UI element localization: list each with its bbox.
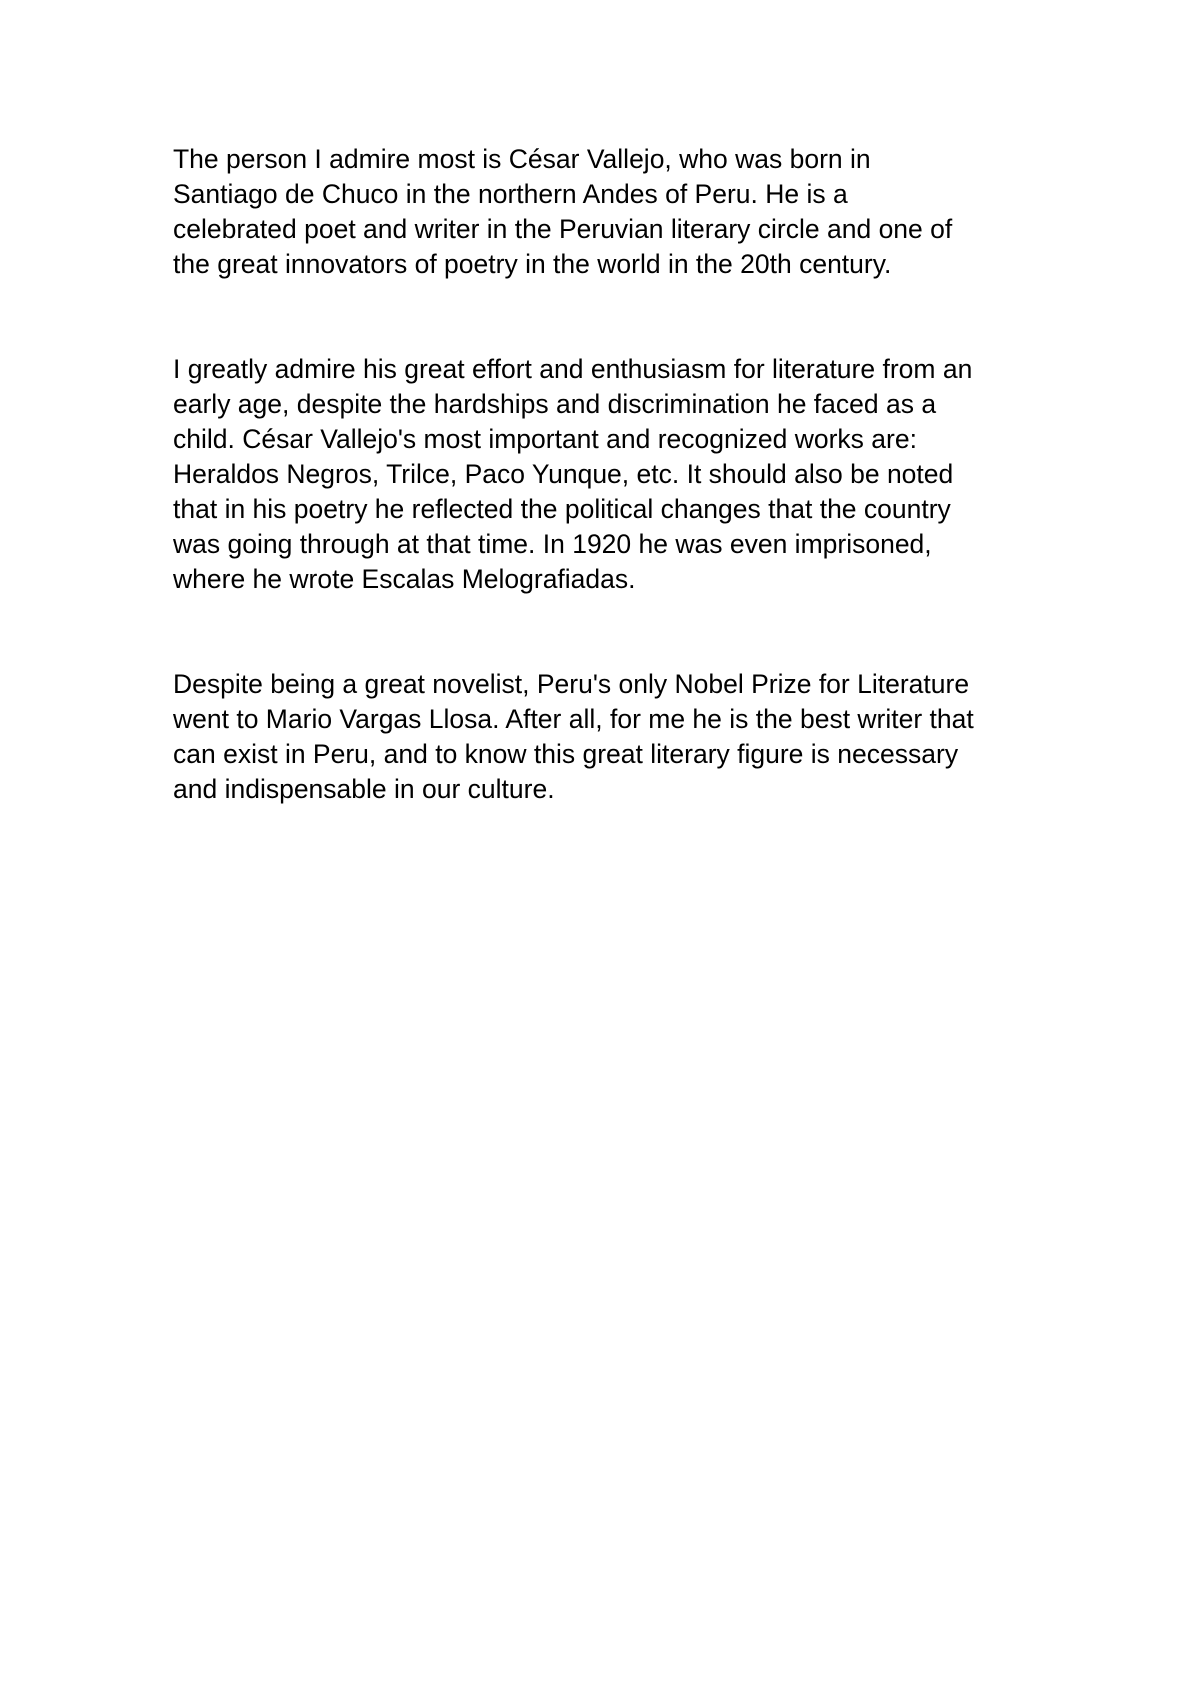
paragraph-2 (173, 352, 1053, 597)
paragraph-line: celebrated poet and writer in the Peruvian literary circle and one of (173, 214, 953, 244)
paragraph-line: I greatly admire his great effort and enthusiasm for literature from an (173, 354, 973, 384)
paragraph-line: The person I admire most is César Vallejo, who was born in (173, 144, 871, 174)
paragraph-line: Despite being a great novelist, Peru's only Nobel Prize for Literature (173, 669, 970, 699)
paragraph-line: the great innovators of poetry in the world in the 20th century. (173, 249, 892, 279)
paragraph-line: that in his poetry he reflected the political changes that the country (173, 494, 951, 524)
paragraph-line: Santiago de Chuco in the northern Andes of Peru. He is a (173, 179, 848, 209)
paragraph-line: where he wrote Escalas Melografiadas. (173, 564, 636, 594)
paragraph-line: can exist in Peru, and to know this great literary figure is necessary (173, 739, 959, 769)
paragraph-line: went to Mario Vargas Llosa. After all, for me he is the best writer that (173, 704, 974, 734)
paragraph-line: early age, despite the hardships and discrimination he faced as a (173, 389, 937, 419)
paragraph-1 (173, 142, 1053, 282)
paragraph-line: Heraldos Negros, Trilce, Paco Yunque, etc. It should also be noted (173, 459, 954, 489)
paragraph-line: was going through at that time. In 1920 he was even imprisoned, (173, 529, 932, 559)
paragraph-line: and indispensable in our culture. (173, 774, 555, 804)
paragraph-3 (173, 667, 1053, 807)
paragraph-line: child. César Vallejo's most important and recognized works are: (173, 424, 917, 454)
